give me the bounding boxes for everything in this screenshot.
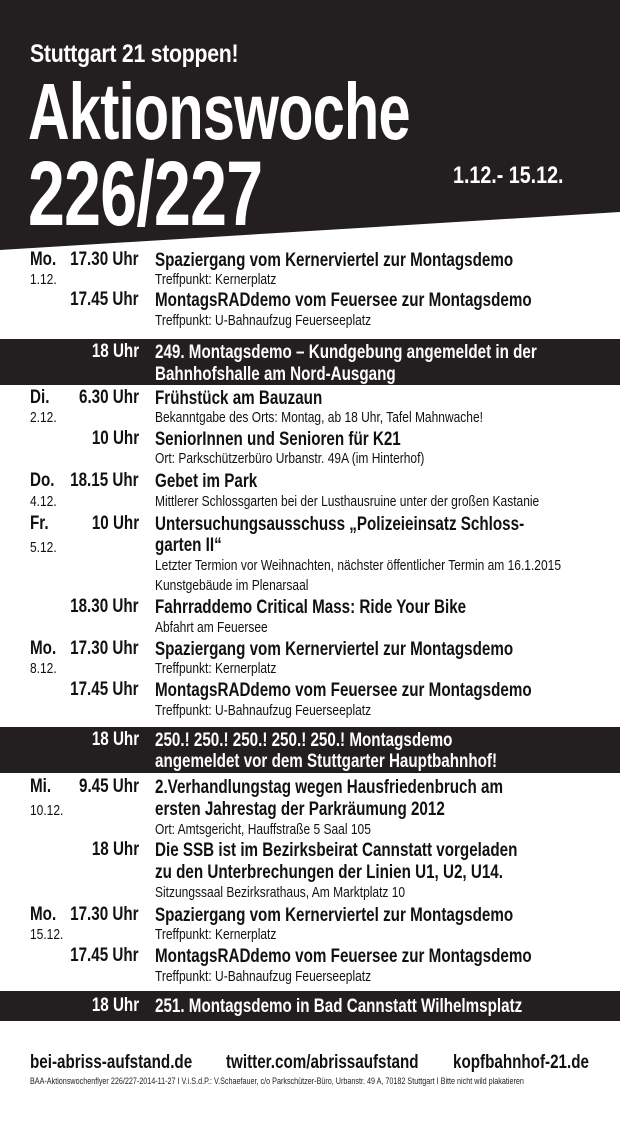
event-day: Mo.: [30, 904, 57, 925]
event-title-line2: Bahnhofshalle am Nord-Ausgang: [155, 364, 396, 385]
event-day: Di.: [30, 387, 50, 408]
event-note: Treffpunkt: U-Bahnaufzug Feuerseeplatz: [155, 312, 372, 329]
event-title: Spaziergang vom Kernerviertel zur Montagsdemo: [155, 639, 514, 660]
event-note: Treffpunkt: Kernerplatz: [155, 271, 277, 288]
event-title-line2: angemeldet vor dem Stuttgarter Hauptbahnhof!: [155, 751, 498, 772]
header-title: Aktionswoche: [28, 67, 410, 156]
header-number: 226/227: [28, 143, 263, 245]
event-day: Fr.: [30, 513, 49, 534]
footer-fineprint: BAA-Aktionswochenflyer 226/227-2014-11-27 I V.i.S.d.P.: V.Schaefauer, c/o Parkschützer-Büro, Urbanstr. 49 A, 70182 Stuttgart I Bitte nicht wild plakatieren: [30, 1076, 524, 1086]
event-day: Mo.: [30, 638, 57, 659]
event-time: 18 Uhr: [91, 341, 139, 362]
event-date: 5.12.: [30, 539, 57, 556]
event-title-line2: ersten Jahrestag der Parkräumung 2012: [155, 799, 445, 820]
event-note: Ort: Amtsgericht, Hauffstraße 5 Saal 105: [155, 821, 371, 838]
event-title: Spaziergang vom Kernerviertel zur Montagsdemo: [155, 250, 514, 271]
event-time: 17.30 Uhr: [70, 249, 139, 270]
event-title: SeniorInnen und Senioren für K21: [155, 429, 401, 450]
event-title: 249. Montagsdemo – Kundgebung angemeldet in der: [155, 342, 537, 363]
header-subtitle: Stuttgart 21 stoppen!: [30, 40, 239, 68]
event-date: 15.12.: [30, 926, 64, 943]
event-title: 2.Verhandlungstag wegen Hausfriedenbruch am: [155, 777, 503, 798]
event-item: [0, 514, 620, 596]
montagsdemo-band: [0, 991, 620, 1021]
event-title: MontagsRADdemo vom Feuersee zur Montagsdemo: [155, 680, 532, 701]
event-item: [0, 471, 620, 513]
event-date: 1.12.: [30, 271, 57, 288]
event-time: 9.45 Uhr: [79, 776, 139, 797]
event-time: 10 Uhr: [91, 513, 139, 534]
event-note: Bekanntgabe des Orts: Montag, ab 18 Uhr, Tafel Mahnwache!: [155, 409, 483, 426]
event-time: 18 Uhr: [91, 729, 139, 750]
event-title: Spaziergang vom Kernerviertel zur Montagsdemo: [155, 905, 514, 926]
event-title: 250.! 250.! 250.! 250.! 250.! Montagsdemo: [155, 730, 453, 751]
event-item: [0, 388, 620, 430]
event-item: [0, 840, 620, 904]
event-item: [0, 777, 620, 839]
event-item: [0, 250, 620, 294]
event-title-line2: garten II“: [155, 535, 222, 556]
event-item: [0, 597, 620, 639]
event-note: Ort: Parkschützerbüro Urbanstr. 49A (im Hinterhof): [155, 450, 425, 467]
event-date: 4.12.: [30, 493, 57, 510]
event-note-line2: Kunstgebäude im Plenarsaal: [155, 577, 309, 594]
event-time: 17.30 Uhr: [70, 904, 139, 925]
event-time: 17.45 Uhr: [70, 679, 139, 700]
event-item: [0, 290, 620, 334]
footer-link-twitter[interactable]: twitter.com/abrissaufstand: [226, 1052, 419, 1073]
event-title-line2: zu den Unterbrechungen der Linien U1, U2, U14.: [155, 862, 503, 883]
montagsdemo-band: [0, 339, 620, 385]
event-item: [0, 946, 620, 988]
event-time: 18 Uhr: [91, 839, 139, 860]
event-time: 17.45 Uhr: [70, 289, 139, 310]
event-note: Treffpunkt: U-Bahnaufzug Feuerseeplatz: [155, 702, 372, 719]
footer-links: [30, 1052, 590, 1074]
event-note: Mittlerer Schlossgarten bei der Lusthausruine unter der großen Kastanie: [155, 493, 540, 510]
event-title: Die SSB ist im Bezirksbeirat Cannstatt vorgeladen: [155, 840, 518, 861]
event-time: 18.15 Uhr: [70, 470, 139, 491]
event-title: Fahrraddemo Critical Mass: Ride Your Bike: [155, 597, 467, 618]
event-note: Letzter Termion vor Weihnachten, nächster öffentlicher Termin am 16.1.2015: [155, 557, 562, 574]
event-time: 6.30 Uhr: [79, 387, 139, 408]
event-title: 251. Montagsdemo in Bad Cannstatt Wilhelmsplatz: [155, 996, 523, 1017]
event-time: 18 Uhr: [91, 995, 139, 1016]
event-date: 2.12.: [30, 409, 57, 426]
event-date: 8.12.: [30, 660, 57, 677]
footer-link-kopfbahnhof[interactable]: kopfbahnhof-21.de: [453, 1052, 589, 1073]
event-note: Treffpunkt: U-Bahnaufzug Feuerseeplatz: [155, 968, 372, 985]
event-note: Abfahrt am Feuersee: [155, 619, 268, 636]
event-title: MontagsRADdemo vom Feuersee zur Montagsdemo: [155, 946, 532, 967]
event-day: Do.: [30, 470, 55, 491]
header-dates: 1.12.- 15.12.: [453, 162, 564, 189]
event-note: Treffpunkt: Kernerplatz: [155, 660, 277, 677]
event-date: 10.12.: [30, 802, 64, 819]
event-item: [0, 429, 620, 471]
event-note: Sitzungssaal Bezirksrathaus, Am Marktplatz 10: [155, 884, 406, 901]
event-note: Treffpunkt: Kernerplatz: [155, 926, 277, 943]
event-title: Frühstück am Bauzaun: [155, 388, 323, 409]
event-time: 17.45 Uhr: [70, 945, 139, 966]
event-title: MontagsRADdemo vom Feuersee zur Montagsdemo: [155, 290, 532, 311]
event-time: 18.30 Uhr: [70, 596, 139, 617]
event-time: 17.30 Uhr: [70, 638, 139, 659]
footer-link-bei-abriss[interactable]: bei-abriss-aufstand.de: [30, 1052, 193, 1073]
event-item: [0, 639, 620, 681]
event-title: Gebet im Park: [155, 471, 258, 492]
event-item: [0, 905, 620, 947]
montagsdemo-band: [0, 727, 620, 773]
event-item: [0, 680, 620, 724]
event-title: Untersuchungsausschuss „Polizeieinsatz Schloss-: [155, 514, 525, 535]
event-time: 10 Uhr: [91, 428, 139, 449]
event-day: Mi.: [30, 776, 52, 797]
event-day: Mo.: [30, 249, 57, 270]
header-banner: [0, 0, 620, 250]
